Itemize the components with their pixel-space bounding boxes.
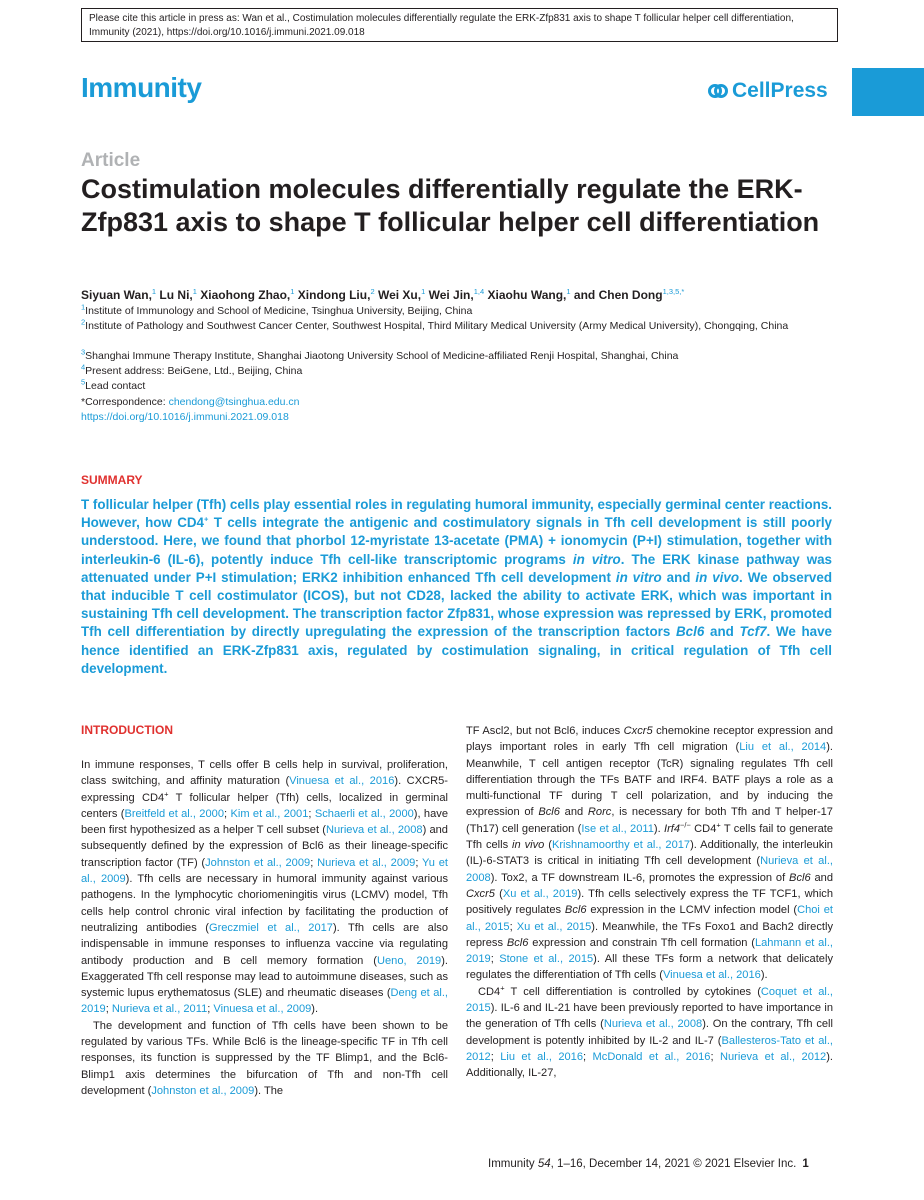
- affiliation-2: $^2$Institute of Pathology and Southwest Cancer Center, Southwest Hospital, Third Military Medical University (Army Medical University), Chongqing, China: [81, 317, 789, 332]
- doi-link[interactable]: https://doi.org/10.1016/j.immuni.2021.09.018: [81, 411, 289, 423]
- affiliation-3: $^3$Shanghai Immune Therapy Institute, Shanghai Jiaotong University School of Medicine-affiliated Renji Hospital, Shanghai, China: [81, 347, 679, 362]
- author[interactable]: Lu Ni,$^1$: [159, 287, 197, 302]
- author[interactable]: Xindong Liu,$^2$: [297, 287, 375, 302]
- email-link[interactable]: chendong@tsinghua.edu.cn: [168, 396, 300, 408]
- affiliation-1: $^1$Institute of Immunology and School of Medicine, Tsinghua University, Beijing, China: [81, 302, 473, 317]
- reference-link[interactable]: Deng et al., 2019: [81, 987, 448, 1016]
- reference-link[interactable]: Stone et al., 2015: [499, 953, 594, 966]
- author[interactable]: and Chen Dong$^{1,3,5,*}$: [573, 287, 685, 302]
- paragraph: The development and function of Tfh cells have been shown to be regulated by various TFs. While Bcl6 is the lineage-specific TF in Tfh cell responses, its function is suppressed by the TF Blimp1, and the Bcl6-Blimp1 axis determines the bifurcation of Tfh and non-Tfh cell development (Johnston et al., 2009). The: [81, 1019, 448, 1097]
- reference-link[interactable]: Choi et al., 2015: [466, 904, 833, 933]
- left-text-column: [81, 757, 448, 1099]
- right-text-column: [466, 723, 833, 1082]
- author[interactable]: Xiaohong Zhao,$^1$: [200, 287, 295, 302]
- reference-link[interactable]: Ballesteros-Tato et al., 2012: [466, 1034, 833, 1063]
- author[interactable]: Xiaohu Wang,$^1$: [487, 287, 571, 302]
- author-list: [81, 287, 841, 303]
- reference-link[interactable]: Krishnamoorthy et al., 2017: [551, 839, 691, 852]
- reference-link[interactable]: Johnston et al., 2009: [205, 856, 311, 869]
- paragraph: In immune responses, T cells offer B cells help in survival, proliferation, class switching, and affinity maturation (Vinuesa et al., 2016). CXCR5-expressing CD4+ T follicular helper (Tfh) cells, localized in germinal centers (Breitfeld et al., 2000; Kim et al., 2001; Schaerli et al., 2000), have been first hypothesized as a helper T cell subset (Nurieva et al., 2008) and subsequently defined by the expression of Bcl6 as their lineage-specific transcription factor (TF) (Johnston et al., 2009; Nurieva et al., 2009; Yu et al., 2009). Tfh cells are necessary in humoral immunity against various pathogens. In the lymphocytic choriomeningitis virus (LCMV) model, Tfh cells help control chronic viral infection by facilitating the production of neutralizing antibodies (Greczmiel et al., 2017). Tfh cells are also indispensable in immune responses to influenza vaccine via regulating antibody production and B cell memory formation (Ueno, 2019). Exaggerated Tfh cell response may lead to autoimmune diseases, such as systemic lupus erythematosus (SLE) and rheumatic diseases (Deng et al., 2019; Nurieva et al., 2011; Vinuesa et al., 2009).: [81, 759, 449, 1016]
- reference-link[interactable]: Ueno, 2019: [376, 954, 442, 967]
- author[interactable]: Wei Jin,$^{1,4}$: [428, 287, 485, 302]
- article-title: Costimulation molecules differentially regulate the ERK-Zfp831 axis to shape T follicular helper cell differentiation: [81, 174, 820, 237]
- cellpress-wordmark: CellPress: [732, 79, 828, 102]
- affiliation-4: $^4$Present address: BeiGene, Ltd., Beijing, China: [81, 362, 303, 377]
- reference-link[interactable]: Nurieva et al., 2008: [603, 1018, 703, 1031]
- author[interactable]: Wei Xu,$^1$: [377, 287, 426, 302]
- author[interactable]: Siyuan Wan,$^1$: [81, 287, 157, 302]
- reference-link[interactable]: Nurieva et al., 2009: [317, 856, 416, 869]
- paragraph: CD4+ T cell differentiation is controlled by cytokines (Coquet et al., 2015). IL-6 and IL-21 have been previously reported to have importance in the generation of Tfh cells (Nurieva et al., 2008). On the contrary, Tfh cell development is potently inhibited by IL-2 and IL-7 (Ballesteros-Tato et al., 2012; Liu et al., 2016; McDonald et al., 2016; Nurieva et al., 2012). Additionally, IL-27,: [466, 983, 834, 1080]
- reference-link[interactable]: Nurieva et al., 2011: [111, 1003, 208, 1016]
- reference-link[interactable]: Lahmann et al., 2019: [466, 936, 833, 966]
- citation-notice-box: Please cite this article in press as: Wan et al., Costimulation molecules differentially regulate the ERK-Zfp831 axis to shape T follicular helper cell differentiation, Immunity (2021), https://doi.org/10.1016/j.immuni.2021.09.018: [81, 8, 838, 42]
- cellpress-icon: [708, 81, 728, 101]
- reference-link[interactable]: Kim et al., 2001: [230, 807, 309, 820]
- reference-link[interactable]: McDonald et al., 2016: [592, 1050, 711, 1063]
- summary-heading: SUMMARY: [81, 473, 143, 487]
- reference-link[interactable]: Schaerli et al., 2000: [314, 807, 414, 820]
- reference-link[interactable]: Breitfeld et al., 2000: [124, 807, 224, 820]
- reference-link[interactable]: Ise et al., 2011: [581, 822, 654, 835]
- reference-link[interactable]: Yu et al., 2009: [81, 856, 448, 886]
- reference-link[interactable]: Nurieva et al., 2012: [720, 1050, 827, 1063]
- reference-link[interactable]: Coquet et al., 2015: [466, 985, 833, 1015]
- reference-link[interactable]: Johnston et al., 2009: [151, 1084, 255, 1097]
- section-tab-marker: [852, 68, 924, 116]
- reference-link[interactable]: Nurieva et al., 2008: [325, 824, 423, 837]
- reference-link[interactable]: Greczmiel et al., 2017: [208, 921, 333, 934]
- page-footer: Immunity 54, 1–16, December 14, 2021 © 2021 Elsevier Inc. 1: [488, 1158, 809, 1170]
- reference-link[interactable]: Xu et al., 2019: [502, 887, 578, 900]
- reference-link[interactable]: Vinuesa et al., 2016: [289, 775, 395, 788]
- affiliation-5: $^5$Lead contact: [81, 377, 146, 392]
- page-number: 1: [802, 1158, 809, 1170]
- cellpress-logo[interactable]: [708, 79, 828, 103]
- summary-text: T follicular helper (Tfh) cells play essential roles in regulating humoral immunity, especially germinal center reactions. However, how CD4+ T cells integrate the antigenic and costimulatory signals in Tfh cell development is still poorly understood. Here, we found that phorbol 12-myristate 13-acetate (PMA) + ionomycin (P+I) stimulation, together with interleukin-6 (IL-6), potently induce Tfh cell-like transcriptomic programs in vitro. The ERK kinase pathway was attenuated under P+I stimulation; ERK2 inhibition enhanced Tfh cell development in vitro and in vivo. We observed that inducible T cell costimulator (ICOS), but not CD28, lacked the ability to activate ERK, which was important in sustaining Tfh cell development. The transcription factor Zfp831, whose expression was repressed by ERK, promoted Tfh cell differentiation by directly upregulating the expression of the transcription factors Bcl6 and Tcf7. We have hence identified an ERK-Zfp831 axis, regulated by costimulation signaling, in critical regulation of Tfh cell development.: [81, 497, 833, 676]
- journal-logo[interactable]: Immunity: [81, 72, 202, 103]
- reference-link[interactable]: Vinuesa et al., 2009: [213, 1003, 312, 1016]
- reference-link[interactable]: Vinuesa et al., 2016: [662, 969, 761, 982]
- paragraph: TF Ascl2, but not Bcl6, induces Cxcr5 chemokine receptor expression and plays important roles in early Tfh cell migration (Liu et al., 2014). Meanwhile, T cell antigen receptor (TcR) signaling regulates Tfh cell differentiation through the TFs BATF and IRF4. BATF plays a role as a multi-functional TF during T cell polarization, and by inducing the expression of Bcl6 and Rorc, is necessary for both Tfh and T helper-17 (Th17) cell generation (Ise et al., 2011). Irf4−/− CD4+ T cells fail to generate Tfh cells in vivo (Krishnamoorthy et al., 2017). Additionally, the interleukin (IL)-6-STAT3 is critical in initiating Tfh cell development (Nurieva et al., 2008). Tox2, a TF downstream IL-6, promotes the expression of Bcl6 and Cxcr5 (Xu et al., 2019). Tfh cells selectively express the TF TCF1, which positively regulates Bcl6 expression in the LCMV infection model (Choi et al., 2015; Xu et al., 2015). Meanwhile, the TFs Foxo1 and Bach2 directly repress Bcl6 expression and constrain Tfh cell formation (Lahmann et al., 2019; Stone et al., 2015). All these TFs form a network that delicately regulates the differentiation of Tfh cells (Vinuesa et al., 2016).: [466, 725, 834, 982]
- reference-link[interactable]: Nurieva et al., 2008: [466, 855, 833, 884]
- article-type-label: Article: [81, 150, 141, 171]
- reference-link[interactable]: Xu et al., 2015: [516, 920, 592, 933]
- reference-link[interactable]: Liu et al., 2014: [739, 741, 827, 754]
- reference-link[interactable]: Liu et al., 2016: [500, 1050, 584, 1063]
- introduction-heading: INTRODUCTION: [81, 723, 173, 737]
- correspondence: *Correspondence: chendong@tsinghua.edu.cn: [81, 396, 300, 408]
